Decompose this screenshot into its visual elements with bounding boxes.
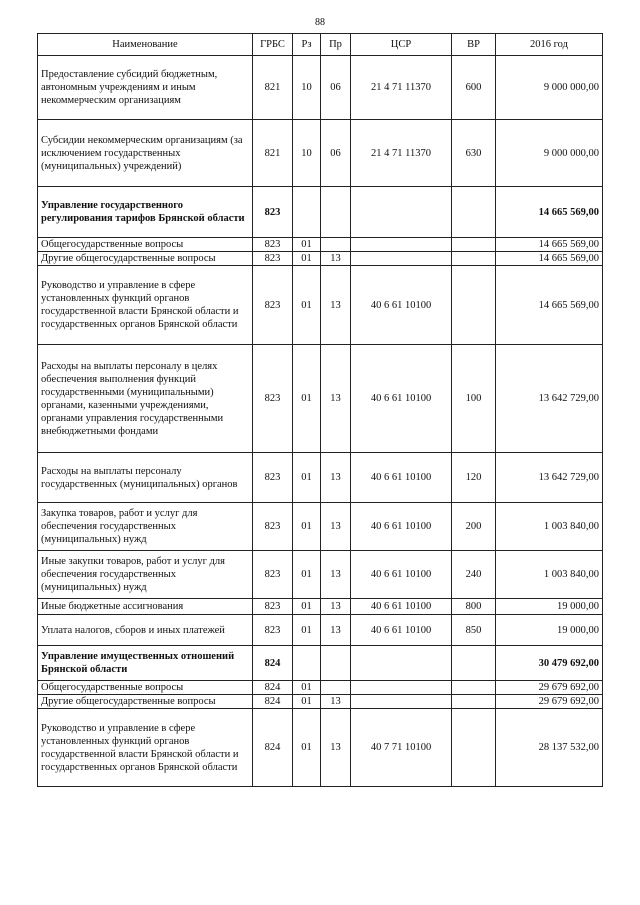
row-amount: 13 642 729,00 <box>496 453 603 503</box>
row-name: Другие общегосударственные вопросы <box>38 252 253 266</box>
table-row <box>38 599 603 615</box>
row-rz <box>293 646 321 681</box>
table-row <box>38 56 603 120</box>
row-grbs: 824 <box>253 709 293 787</box>
row-rz: 01 <box>293 551 321 599</box>
row-name: Иные закупки товаров, работ и услуг для обеспечения государственных (муниципальных) нужд <box>38 551 253 599</box>
row-amount: 9 000 000,00 <box>496 56 603 120</box>
header-name: Наименование <box>38 34 253 56</box>
row-csr: 40 6 61 10100 <box>351 599 452 615</box>
row-csr: 40 6 61 10100 <box>351 345 452 453</box>
row-name: Руководство и управление в сфере установленных функций органов государственной власти Брянской области и государственных органов Брянской области <box>38 266 253 345</box>
row-name: Другие общегосударственные вопросы <box>38 695 253 709</box>
row-name: Расходы на выплаты персоналу в целях обеспечения выполнения функций государственными (муниципальными) органами, казенными учреждениями, органами управления государственными внебюджетными фондами <box>38 345 253 453</box>
table-row <box>38 120 603 187</box>
row-amount: 14 665 569,00 <box>496 266 603 345</box>
row-amount: 29 679 692,00 <box>496 695 603 709</box>
row-csr: 40 6 61 10100 <box>351 615 452 646</box>
row-rz: 01 <box>293 615 321 646</box>
row-amount: 29 679 692,00 <box>496 681 603 695</box>
row-rz <box>293 187 321 238</box>
row-rz: 01 <box>293 453 321 503</box>
row-grbs: 824 <box>253 695 293 709</box>
row-vr: 800 <box>452 599 496 615</box>
row-name: Общегосударственные вопросы <box>38 681 253 695</box>
table-row <box>38 345 603 453</box>
row-rz: 01 <box>293 709 321 787</box>
row-name: Управление имущественных отношений Брянской области <box>38 646 253 681</box>
table-row <box>38 238 603 252</box>
row-name: Закупка товаров, работ и услуг для обеспечения государственных (муниципальных) нужд <box>38 503 253 551</box>
row-pr: 13 <box>321 551 351 599</box>
row-grbs: 823 <box>253 187 293 238</box>
row-grbs: 823 <box>253 252 293 266</box>
row-pr <box>321 187 351 238</box>
row-amount: 13 642 729,00 <box>496 345 603 453</box>
row-pr <box>321 646 351 681</box>
row-vr <box>452 238 496 252</box>
row-pr: 13 <box>321 695 351 709</box>
row-amount: 14 665 569,00 <box>496 238 603 252</box>
row-vr <box>452 646 496 681</box>
table-row <box>38 503 603 551</box>
row-vr: 200 <box>452 503 496 551</box>
row-grbs: 821 <box>253 56 293 120</box>
row-name: Уплата налогов, сборов и иных платежей <box>38 615 253 646</box>
row-pr: 13 <box>321 252 351 266</box>
row-csr <box>351 252 452 266</box>
row-grbs: 823 <box>253 453 293 503</box>
row-rz: 01 <box>293 503 321 551</box>
row-pr: 13 <box>321 615 351 646</box>
page-number: 88 <box>315 17 325 28</box>
row-vr: 100 <box>452 345 496 453</box>
row-csr <box>351 681 452 695</box>
row-csr: 21 4 71 11370 <box>351 56 452 120</box>
header-pr: Пр <box>321 34 351 56</box>
budget-table <box>37 33 603 787</box>
row-rz: 10 <box>293 56 321 120</box>
row-rz: 01 <box>293 252 321 266</box>
row-vr: 850 <box>452 615 496 646</box>
row-csr: 40 6 61 10100 <box>351 551 452 599</box>
row-amount: 30 479 692,00 <box>496 646 603 681</box>
table-row <box>38 695 603 709</box>
row-vr: 600 <box>452 56 496 120</box>
row-pr: 13 <box>321 599 351 615</box>
table-body <box>38 56 603 787</box>
table-row <box>38 187 603 238</box>
row-rz: 01 <box>293 681 321 695</box>
row-name: Расходы на выплаты персоналу государственных (муниципальных) органов <box>38 453 253 503</box>
row-amount: 1 003 840,00 <box>496 551 603 599</box>
row-csr <box>351 238 452 252</box>
table-row <box>38 551 603 599</box>
table-row <box>38 709 603 787</box>
row-vr <box>452 681 496 695</box>
row-csr: 40 7 71 10100 <box>351 709 452 787</box>
row-csr: 40 6 61 10100 <box>351 503 452 551</box>
row-amount: 14 665 569,00 <box>496 187 603 238</box>
table-row <box>38 615 603 646</box>
row-name: Управление государственного регулирования тарифов Брянской области <box>38 187 253 238</box>
row-amount: 19 000,00 <box>496 615 603 646</box>
table-header-row <box>38 34 603 56</box>
table-row <box>38 681 603 695</box>
row-amount: 9 000 000,00 <box>496 120 603 187</box>
row-pr <box>321 681 351 695</box>
row-grbs: 823 <box>253 266 293 345</box>
row-name: Субсидии некоммерческим организациям (за исключением государственных (муниципальных) учреждений) <box>38 120 253 187</box>
row-rz: 01 <box>293 266 321 345</box>
row-amount: 1 003 840,00 <box>496 503 603 551</box>
header-rz: Рз <box>293 34 321 56</box>
row-pr: 13 <box>321 503 351 551</box>
row-pr: 13 <box>321 266 351 345</box>
header-csr: ЦСР <box>351 34 452 56</box>
row-name: Предоставление субсидий бюджетным, автономным учреждениям и иным некоммерческим организациям <box>38 56 253 120</box>
row-vr <box>452 252 496 266</box>
row-pr: 06 <box>321 120 351 187</box>
row-amount: 14 665 569,00 <box>496 252 603 266</box>
row-rz: 01 <box>293 599 321 615</box>
row-csr <box>351 187 452 238</box>
row-grbs: 821 <box>253 120 293 187</box>
header-vr: ВР <box>452 34 496 56</box>
row-pr: 13 <box>321 709 351 787</box>
row-grbs: 823 <box>253 503 293 551</box>
row-csr <box>351 646 452 681</box>
row-name: Иные бюджетные ассигнования <box>38 599 253 615</box>
table-row <box>38 646 603 681</box>
row-rz: 10 <box>293 120 321 187</box>
table-row <box>38 252 603 266</box>
row-name: Общегосударственные вопросы <box>38 238 253 252</box>
row-vr: 630 <box>452 120 496 187</box>
row-pr: 06 <box>321 56 351 120</box>
row-rz: 01 <box>293 695 321 709</box>
row-grbs: 824 <box>253 646 293 681</box>
row-rz: 01 <box>293 238 321 252</box>
row-pr: 13 <box>321 345 351 453</box>
row-vr <box>452 695 496 709</box>
row-amount: 28 137 532,00 <box>496 709 603 787</box>
row-pr: 13 <box>321 453 351 503</box>
row-vr <box>452 187 496 238</box>
row-csr <box>351 695 452 709</box>
row-vr <box>452 266 496 345</box>
row-grbs: 823 <box>253 238 293 252</box>
row-vr: 120 <box>452 453 496 503</box>
row-vr: 240 <box>452 551 496 599</box>
row-grbs: 824 <box>253 681 293 695</box>
row-grbs: 823 <box>253 615 293 646</box>
row-pr <box>321 238 351 252</box>
row-csr: 40 6 61 10100 <box>351 266 452 345</box>
row-csr: 40 6 61 10100 <box>351 453 452 503</box>
row-grbs: 823 <box>253 345 293 453</box>
row-name: Руководство и управление в сфере установленных функций органов государственной власти Брянской области и государственных органов Брянской области <box>38 709 253 787</box>
row-rz: 01 <box>293 345 321 453</box>
table-row <box>38 453 603 503</box>
header-year: 2016 год <box>496 34 603 56</box>
row-csr: 21 4 71 11370 <box>351 120 452 187</box>
row-amount: 19 000,00 <box>496 599 603 615</box>
row-grbs: 823 <box>253 599 293 615</box>
row-grbs: 823 <box>253 551 293 599</box>
table-row <box>38 266 603 345</box>
row-vr <box>452 709 496 787</box>
header-grbs: ГРБС <box>253 34 293 56</box>
